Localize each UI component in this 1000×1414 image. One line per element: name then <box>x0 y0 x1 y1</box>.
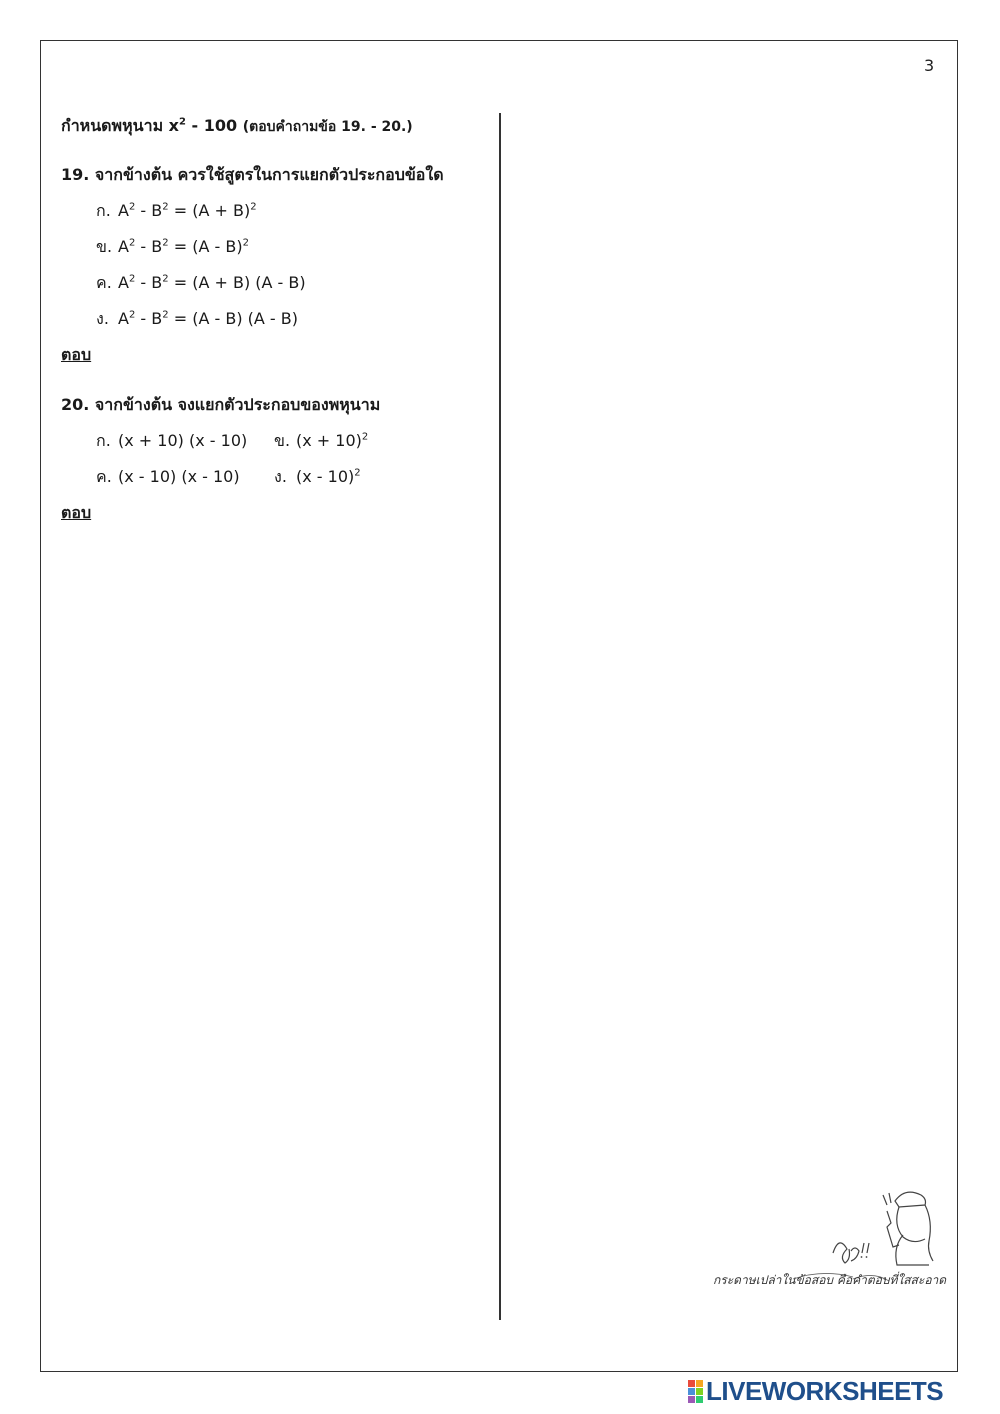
exponent: 2 <box>162 201 169 213</box>
exponent: 2 <box>361 431 369 443</box>
option-label: ง. <box>274 467 287 486</box>
option-part: = (A + B) <box>168 201 251 220</box>
option-part: - B <box>135 309 163 328</box>
exponent: 2 <box>162 273 169 285</box>
option-label: ก. <box>96 201 111 220</box>
q19-option-1[interactable] <box>96 201 491 221</box>
logo-square <box>696 1396 703 1403</box>
intro-note: (ตอบคำถามข้อ 19. - 20.) <box>242 119 413 135</box>
q19-answer-label: ตอบ <box>61 345 92 364</box>
option-part: - B <box>135 237 163 256</box>
option-part: - B <box>135 201 163 220</box>
logo-square <box>696 1380 703 1387</box>
question-20: 20. จากข้างต้น จงแยกตัวประกอบของพหุนาม <box>61 395 381 414</box>
q20-options-row-2 <box>96 467 491 487</box>
q20-option-3[interactable] <box>96 467 274 487</box>
q19-option-3[interactable] <box>96 273 491 293</box>
intro-suffix: - 100 <box>185 116 243 135</box>
option-label: ค. <box>96 467 112 486</box>
option-part: A <box>118 237 129 256</box>
signature-note: กระดาษเปล่าในข้อสอบ คือคำตอบที่ใสสะอาด <box>713 1273 947 1287</box>
logo-squares-icon <box>688 1380 703 1403</box>
exponent: 2 <box>242 237 249 249</box>
logo-square <box>688 1388 695 1395</box>
exponent: 2 <box>128 309 136 321</box>
option-part: A <box>118 201 129 220</box>
option-label: ง. <box>96 309 109 328</box>
option-part: = (A + B) (A - B) <box>168 273 306 292</box>
option-part: A <box>118 273 129 292</box>
option-part: = (A - B) <box>168 237 243 256</box>
option-text: (x - 10) <box>296 467 355 486</box>
exponent: 2 <box>128 237 136 249</box>
logo-square <box>688 1396 695 1403</box>
option-label: ข. <box>274 431 291 450</box>
option-text: (x - 10) (x - 10) <box>118 467 240 486</box>
option-label: ข. <box>96 237 113 256</box>
q20-option-2[interactable] <box>274 431 452 451</box>
liveworksheets-logo[interactable] <box>688 1375 944 1406</box>
logo-square <box>688 1380 695 1387</box>
q20-options-row-1 <box>96 431 491 451</box>
q20-option-1[interactable] <box>96 431 274 451</box>
option-part: A <box>118 309 129 328</box>
question-19: 19. จากข้างต้น ควรใช้สูตรในการแยกตัวประกอบข้อใด <box>61 165 444 184</box>
logo-text: LIVEWORKSHEETS <box>706 1375 944 1406</box>
intro-exponent: 2 <box>179 116 186 128</box>
option-text: (x + 10) (x - 10) <box>118 431 248 450</box>
exponent: 2 <box>128 273 136 285</box>
q19-option-4[interactable] <box>96 309 491 329</box>
page-number: 3 <box>924 56 935 75</box>
option-label: ค. <box>96 273 112 292</box>
option-text: (x + 10) <box>296 431 362 450</box>
exponent: 2 <box>250 201 257 213</box>
exponent: 2 <box>354 467 361 479</box>
q20-option-4[interactable] <box>274 467 452 487</box>
option-part: - B <box>135 273 163 292</box>
q19-option-2[interactable] <box>96 237 491 257</box>
intro-statement <box>61 116 491 137</box>
column-divider <box>499 113 501 1320</box>
intro-prefix: กำหนดพหุนาม x <box>61 116 179 135</box>
option-label: ก. <box>96 431 111 450</box>
exponent: 2 <box>128 201 136 213</box>
q20-answer-label: ตอบ <box>61 503 92 522</box>
worksheet-content <box>61 116 491 553</box>
exponent: 2 <box>162 237 169 249</box>
exponent: 2 <box>162 309 169 321</box>
logo-square <box>696 1388 703 1395</box>
option-part: = (A - B) (A - B) <box>168 309 298 328</box>
